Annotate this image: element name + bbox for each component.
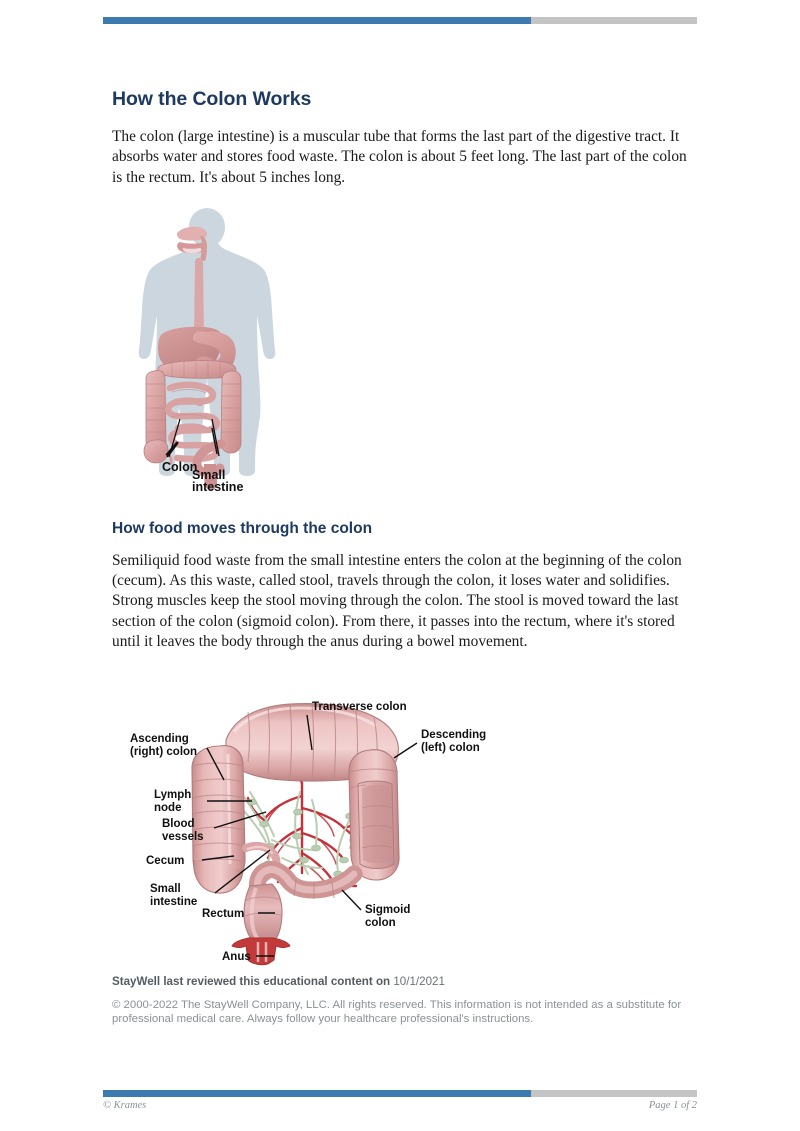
reviewed-date: 10/1/2021 xyxy=(393,975,445,988)
label-cecum: Cecum xyxy=(146,855,185,868)
attribution-block xyxy=(112,975,692,1026)
header-rule-gray-segment xyxy=(531,17,697,24)
reviewed-label: StayWell last reviewed this educational content on xyxy=(112,975,391,988)
document-content xyxy=(112,88,692,968)
label-descending-line2: (left) colon xyxy=(421,742,480,755)
label-rectum: Rectum xyxy=(202,908,245,921)
copyright-text: © 2000-2022 The StayWell Company, LLC. All rights reserved. This information is not intended as a substitute for professional medical care. Always follow your healthcare professional's instructions. xyxy=(112,999,682,1026)
digestive-tract-figure xyxy=(120,206,692,496)
label-lymph-line1: Lymph xyxy=(154,789,192,802)
label-small: Small xyxy=(192,467,226,482)
colon-lumen-shape xyxy=(362,785,392,863)
reviewed-line xyxy=(112,975,692,989)
footer-copyright: © Krames xyxy=(103,1100,147,1111)
footer-page-number: Page 1 of 2 xyxy=(648,1100,697,1111)
label-ascending-line2: (right) colon xyxy=(130,746,198,759)
section2-paragraph: Semiliquid food waste from the small intestine enters the colon at the beginning of the colon (cecum). As this waste, called stool, travels through the colon, it loses water and solidifies. Strong muscles keep the stool moving through the colon. The stool is moved toward the last section of the colon (sigmoid colon). From there, it passes into the rectum, where it's stored until it leaves the body through the anus during a bowel movement. xyxy=(112,551,682,651)
label-lymph-line2: node xyxy=(154,802,182,815)
label-sigmoid-line1: Sigmoid xyxy=(365,904,411,917)
page-title: How the Colon Works xyxy=(112,88,312,110)
label-colon: Colon xyxy=(162,459,198,474)
page-footer xyxy=(103,1100,697,1111)
label-transverse-colon: Transverse colon xyxy=(312,701,407,714)
label-sigmoid-line2: colon xyxy=(365,917,396,930)
ascending-colon-highlight xyxy=(228,754,230,864)
label-small-intestine-line1: Small xyxy=(150,883,181,896)
label-blood-line1: Blood xyxy=(162,818,195,831)
footer-rule-blue-segment xyxy=(103,1090,531,1097)
colon-anatomy-figure xyxy=(122,688,692,968)
footer-rule-gray-segment xyxy=(531,1090,697,1097)
label-descending-line1: Descending xyxy=(421,729,487,742)
label-blood-line2: vessels xyxy=(162,831,204,844)
footer-rule xyxy=(103,1090,697,1097)
label-ascending-line1: Ascending xyxy=(130,733,189,746)
intro-paragraph: The colon (large intestine) is a muscular tube that forms the last part of the digestive tract. It absorbs water and stores food waste. The colon is about 5 feet long. The last part of the colon is the rectum. It's about 5 inches long. xyxy=(112,128,687,186)
label-small-intestine-line2: intestine xyxy=(150,896,198,909)
header-rule xyxy=(103,17,697,24)
header-rule-blue-segment xyxy=(103,17,531,24)
section-title-food-moves: How food moves through the colon xyxy=(112,519,373,537)
label-anus: Anus xyxy=(222,951,251,964)
label-intestine: intestine xyxy=(192,479,244,494)
